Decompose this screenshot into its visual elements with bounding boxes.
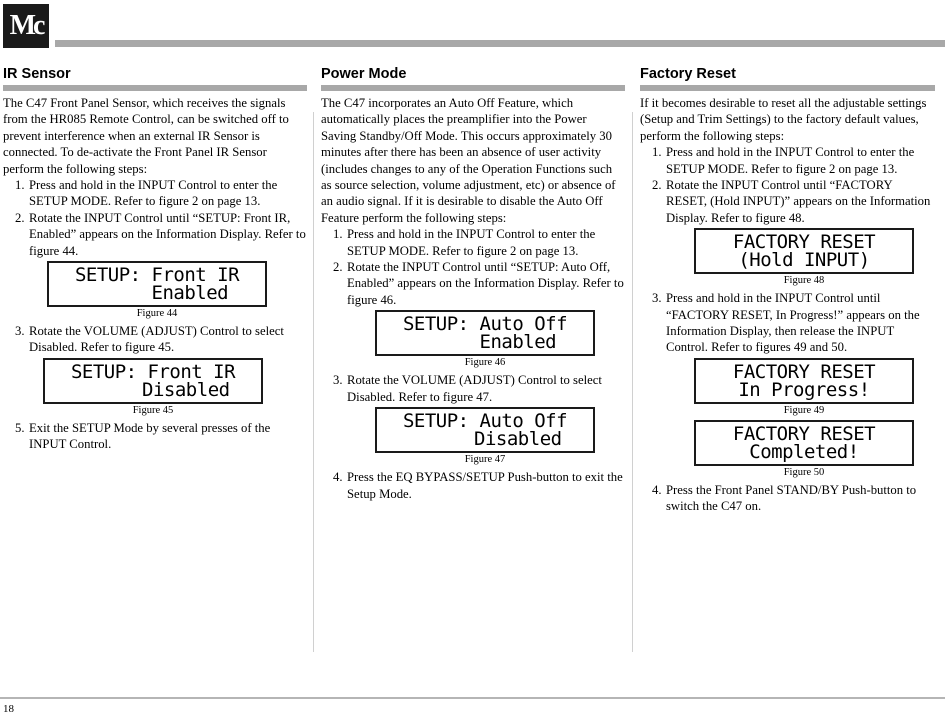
figure-caption: Figure 45 xyxy=(132,404,174,416)
display-line-2: Disabled xyxy=(408,428,562,451)
figure xyxy=(43,358,263,417)
section-intro: The C47 incorporates an Auto Off Feature, which automatically places the preamplifier into the Power Saving Standby/Off Mode. This occurs approximately 30 minutes after there has been an absence of user activity (includes changes to any of the Operation Functions such as source selection, volume adjustment, etc) or absence of an audio signal. If it is desirable to disable the Auto Off Feature perform the following steps: xyxy=(321,96,616,225)
display-line-1: SETUP: Auto Off xyxy=(402,313,568,336)
figure-caption: Figure 48 xyxy=(783,275,825,287)
step-item xyxy=(321,469,625,502)
figure xyxy=(694,358,914,417)
step-item xyxy=(321,259,625,369)
column-separator xyxy=(313,112,314,652)
step-text: Press and hold in the INPUT Control to enter the SETUP MODE. Refer to figure 2 on page 13. xyxy=(666,145,915,176)
header-rule xyxy=(55,40,945,47)
figure xyxy=(375,310,595,369)
step-number: 2. xyxy=(652,178,662,193)
lcd-display xyxy=(43,358,263,404)
section-title: Power Mode xyxy=(321,66,625,91)
display-line-1: SETUP: Front IR xyxy=(70,360,236,383)
step-text: Rotate the INPUT Control until “FACTORY RESET, (Hold INPUT)” appears on the Information Display. Refer to figure 48. xyxy=(666,178,931,225)
step-text: Press and hold in the INPUT Control to enter the SETUP MODE. Refer to figure 2 on page 13. xyxy=(347,227,596,258)
figure xyxy=(47,261,267,320)
step-item xyxy=(640,144,935,177)
step-number: 1. xyxy=(652,145,662,160)
lcd-display xyxy=(694,420,914,466)
section-intro: The C47 Front Panel Sensor, which receives the signals from the HR085 Remote Control, can be switched off to prevent interference when an external IR Sensor is connected. To de-activate the Front Panel IR Sensor perform the following steps: xyxy=(3,96,289,176)
step-item xyxy=(640,482,935,515)
step-number: 3. xyxy=(652,291,662,306)
step-number: 5. xyxy=(15,420,25,435)
figure xyxy=(694,228,914,287)
lcd-display xyxy=(375,310,595,356)
step-item xyxy=(321,226,625,259)
display-line-2: Enabled xyxy=(85,282,229,305)
display-line-1: SETUP: Front IR xyxy=(74,264,240,287)
step-number: 3. xyxy=(333,373,343,388)
column-separator xyxy=(632,112,633,652)
step-text: Exit the SETUP Mode by several presses of the INPUT Control. xyxy=(29,420,271,452)
lcd-display xyxy=(694,358,914,404)
logo-text: Mc xyxy=(9,10,43,41)
step-number: 1. xyxy=(15,178,25,193)
step-text: Rotate the VOLUME (ADJUST) Control to select Disabled. Refer to figure 47. xyxy=(347,373,602,404)
ir-sensor-section xyxy=(3,66,307,453)
figure xyxy=(375,407,595,466)
step-text: Rotate the VOLUME (ADJUST) Control to select Disabled. Refer to figure 45. xyxy=(29,324,284,355)
steps-list xyxy=(321,226,625,502)
step-number: 4. xyxy=(333,470,343,485)
section-intro: If it becomes desirable to reset all the adjustable settings (Setup and Trim Settings) to the factory default values, perform the following steps: xyxy=(640,96,927,143)
step-number: 4. xyxy=(652,482,662,497)
step-text: Press the Front Panel STAND/BY Push-button to switch the C47 on. xyxy=(666,482,917,514)
steps-list xyxy=(3,177,307,453)
display-line-2: In Progress! xyxy=(738,378,870,401)
page-number: 18 xyxy=(3,703,14,715)
step-item xyxy=(3,177,307,210)
footer-rule xyxy=(0,697,945,699)
step-text: Rotate the INPUT Control until “SETUP: Auto Off, Enabled” appears on the Information Display. Refer to figure 46. xyxy=(347,260,624,307)
display-line-2: Completed! xyxy=(749,440,859,463)
figure-caption: Figure 50 xyxy=(783,466,825,478)
step-item xyxy=(3,420,307,453)
figure-caption: Figure 46 xyxy=(464,357,506,369)
factory-reset-section xyxy=(640,66,935,515)
display-line-1: FACTORY RESET xyxy=(732,422,876,445)
lcd-display xyxy=(375,407,595,453)
steps-list xyxy=(640,144,935,514)
step-text: Press and hold in the INPUT Control to enter the SETUP MODE. Refer to figure 2 on page 13. xyxy=(29,178,278,209)
power-mode-section xyxy=(321,66,625,502)
step-text: Rotate the INPUT Control until “SETUP: Front IR, Enabled” appears on the Information Display. Refer to figure 44. xyxy=(29,210,306,258)
step-item xyxy=(3,210,307,320)
section-title: Factory Reset xyxy=(640,66,935,91)
step-item xyxy=(640,290,935,479)
mcintosh-logo xyxy=(3,4,49,48)
step-text: Press the EQ BYPASS/SETUP Push-button to exit the Setup Mode. xyxy=(347,470,623,501)
display-line-1: FACTORY RESET xyxy=(732,231,876,254)
figure-caption: Figure 47 xyxy=(464,454,506,466)
step-text: Press and hold in the INPUT Control until “FACTORY RESET, In Progress!” appears on the Information Display, then release the INPUT Control. Refer to figures 49 and 50. xyxy=(666,291,920,355)
lcd-display xyxy=(47,261,267,307)
step-number: 1. xyxy=(333,227,343,242)
figure-caption: Figure 44 xyxy=(136,308,178,320)
figure xyxy=(694,420,914,479)
display-line-2: Enabled xyxy=(413,331,557,354)
section-title: IR Sensor xyxy=(3,66,307,91)
figure-caption: Figure 49 xyxy=(783,404,825,416)
step-item xyxy=(321,372,625,466)
lcd-display xyxy=(694,228,914,274)
step-number: 3. xyxy=(15,324,25,339)
step-item xyxy=(640,177,935,287)
display-line-2: Disabled xyxy=(76,378,230,401)
step-number: 2. xyxy=(15,210,25,225)
display-line-1: FACTORY RESET xyxy=(732,360,876,383)
step-number: 2. xyxy=(333,260,343,275)
display-line-2: (Hold INPUT) xyxy=(738,249,870,272)
display-line-1: SETUP: Auto Off xyxy=(402,410,568,433)
step-item xyxy=(3,323,307,417)
